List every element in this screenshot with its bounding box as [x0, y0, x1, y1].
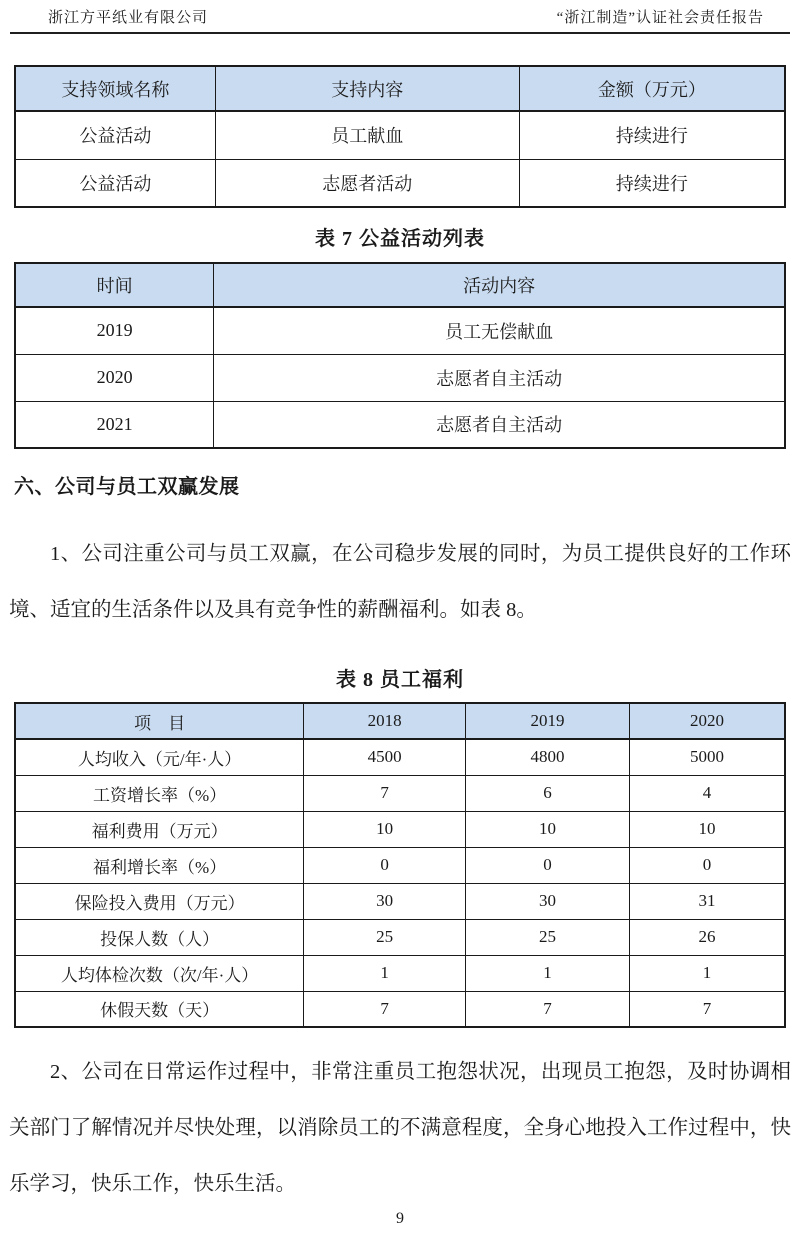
- table-cell: 10: [629, 811, 785, 847]
- table-row: [15, 847, 785, 883]
- table-row: [15, 401, 785, 448]
- header-report-title: “浙江制造”认证社会责任报告: [556, 10, 764, 26]
- header-company-name: 浙江方平纸业有限公司: [48, 10, 209, 26]
- table-cell: 10: [304, 811, 466, 847]
- table-cell: 员工无偿献血: [214, 307, 785, 354]
- table-cell: 1: [629, 955, 785, 991]
- table-cell: 志愿者自主活动: [214, 401, 785, 448]
- table-cell: 持续进行: [519, 159, 785, 207]
- header-row: [15, 66, 785, 111]
- table7-title: 表 7 公益活动列表: [315, 228, 485, 250]
- table-row: [15, 955, 785, 991]
- table-cell: 公益活动: [15, 111, 215, 159]
- table-row: [15, 883, 785, 919]
- paragraph-1: 1、公司注重公司与员工双赢，在公司稳步发展的同时，为员工提供良好的工作环境、适宜的生活条件以及具有竞争性的薪酬福利。如表 8。: [9, 543, 791, 621]
- table-cell: 福利增长率（%）: [15, 847, 304, 883]
- column-header: 2018: [304, 703, 466, 739]
- table-cell: 7: [304, 775, 466, 811]
- table-row: [15, 354, 785, 401]
- table-cell: 投保人数（人）: [15, 919, 304, 955]
- table-cell: 休假天数（天）: [15, 991, 304, 1027]
- table-cell: 人均收入（元/年·人）: [15, 739, 304, 775]
- table-cell: 26: [629, 919, 785, 955]
- table-cell: 2019: [15, 307, 214, 354]
- section-heading: 六、公司与员工双赢发展: [14, 476, 240, 498]
- table-row: [15, 739, 785, 775]
- table-row: [15, 307, 785, 354]
- table-row: [15, 775, 785, 811]
- table-cell: 25: [465, 919, 629, 955]
- column-header: 2019: [465, 703, 629, 739]
- column-header: 2020: [629, 703, 785, 739]
- table-cell: 6: [465, 775, 629, 811]
- column-header: 项 目: [15, 703, 304, 739]
- table-cell: 持续进行: [519, 111, 785, 159]
- table-cell: 员工献血: [215, 111, 519, 159]
- table-row: [15, 111, 785, 159]
- table-cell: 2020: [15, 354, 214, 401]
- table-cell: 公益活动: [15, 159, 215, 207]
- table-cell: 福利费用（万元）: [15, 811, 304, 847]
- table-cell: 志愿者活动: [215, 159, 519, 207]
- table-cell: 7: [629, 991, 785, 1027]
- column-header: 金额（万元）: [519, 66, 785, 111]
- table-cell: 30: [465, 883, 629, 919]
- table-cell: 工资增长率（%）: [15, 775, 304, 811]
- table-cell: 0: [465, 847, 629, 883]
- table-row: [15, 919, 785, 955]
- table-cell: 4500: [304, 739, 466, 775]
- table-row: [15, 159, 785, 207]
- header-row: [15, 703, 785, 739]
- table-cell: 0: [304, 847, 466, 883]
- column-header: 时间: [15, 263, 214, 307]
- table-row: [15, 991, 785, 1027]
- table-cell: 7: [304, 991, 466, 1027]
- table-cell: 4800: [465, 739, 629, 775]
- column-header: 支持内容: [215, 66, 519, 111]
- table-cell: 1: [304, 955, 466, 991]
- table-cell: 4: [629, 775, 785, 811]
- table-cell: 31: [629, 883, 785, 919]
- table-cell: 7: [465, 991, 629, 1027]
- table-cell: 人均体检次数（次/年·人）: [15, 955, 304, 991]
- table-cell: 10: [465, 811, 629, 847]
- employee-benefits-table: [14, 702, 786, 1028]
- table-cell: 志愿者自主活动: [214, 354, 785, 401]
- page-number: 9: [396, 1210, 404, 1227]
- table-cell: 保险投入费用（万元）: [15, 883, 304, 919]
- support-areas-table: [14, 65, 786, 208]
- column-header: 支持领域名称: [15, 66, 215, 111]
- column-header: 活动内容: [214, 263, 785, 307]
- running-header: [10, 4, 790, 27]
- table-cell: 25: [304, 919, 466, 955]
- header-row: [15, 263, 785, 307]
- header-divider: [10, 32, 790, 34]
- table-row: [15, 811, 785, 847]
- table8-title: 表 8 员工福利: [336, 669, 464, 691]
- table-cell: 5000: [629, 739, 785, 775]
- table-cell: 30: [304, 883, 466, 919]
- paragraph-2: 2、公司在日常运作过程中，非常注重员工抱怨状况，出现员工抱怨，及时协调相关部门了解情况并尽快处理，以消除员工的不满意程度，全身心地投入工作过程中，快乐学习，快乐工作，快乐生活。: [9, 1061, 791, 1195]
- public-welfare-activities-table: [14, 262, 786, 449]
- table-cell: 2021: [15, 401, 214, 448]
- table-cell: 0: [629, 847, 785, 883]
- table-cell: 1: [465, 955, 629, 991]
